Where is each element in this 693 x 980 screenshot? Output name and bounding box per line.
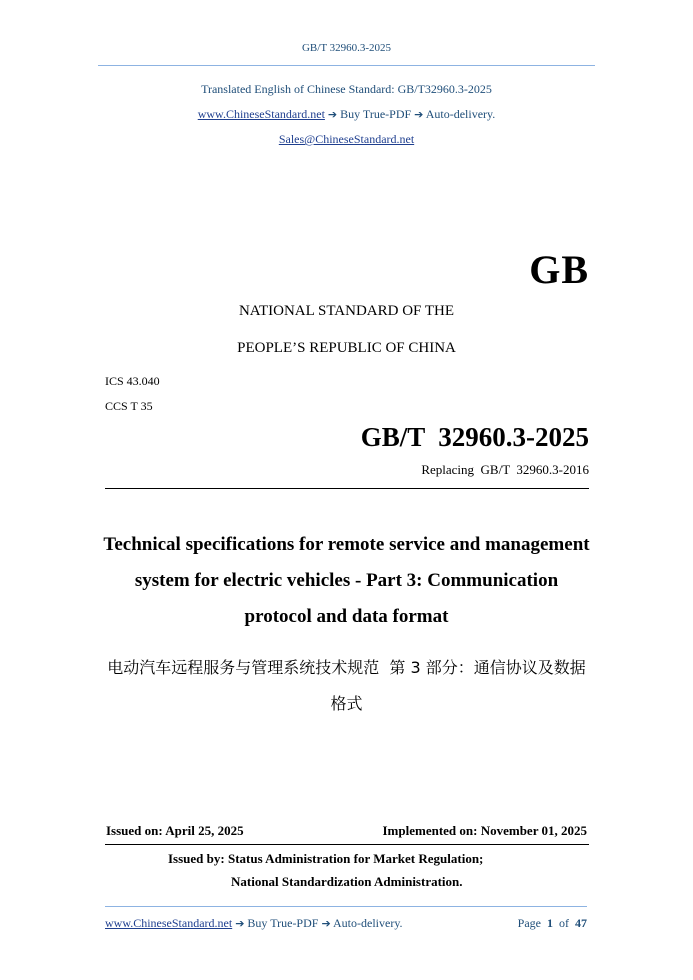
header-rule: [98, 65, 595, 66]
chinese-title-line1: 电动汽车远程服务与管理系统技术规范 第 3 部分：通信协议及数据: [107, 658, 586, 677]
banner-purchase-line: [0, 107, 693, 122]
issued-by-line2: National Standardization Administration.: [231, 874, 463, 889]
ics-code: ICS 43.040: [105, 374, 160, 388]
footer-purchase-line: [105, 916, 403, 931]
title-line1: Technical specifications for remote service and management: [103, 534, 590, 555]
banner-buy-text: Buy True-PDF: [340, 107, 412, 121]
issued-by-line1: Issued by: Status Administration for Market Regulation;: [168, 851, 484, 866]
ccs-code: CCS T 35: [105, 399, 153, 413]
banner-translated-line: Translated English of Chinese Standard: GB/T32960.3-2025: [201, 82, 492, 96]
page-number: [518, 916, 587, 931]
footer-rule: [105, 906, 587, 907]
arrow-right-icon: ➔: [327, 108, 338, 121]
footer-site-link[interactable]: www.ChineseStandard.net: [105, 916, 233, 930]
banner-email-link[interactable]: Sales@ChineseStandard.net: [278, 132, 415, 146]
banner-email-line: [0, 132, 693, 147]
page-of: of: [559, 916, 569, 930]
implemented-on: Implemented on: November 01, 2025: [382, 823, 587, 838]
replacing-note: Replacing GB/T 32960.3-2016: [421, 462, 589, 477]
issued-on: Issued on: April 25, 2025: [106, 823, 244, 838]
page-label: Page: [517, 916, 541, 930]
page-total: 47: [575, 916, 587, 930]
header-doc-code: GB/T 32960.3-2025: [301, 42, 392, 54]
arrow-right-icon: ➔: [321, 917, 331, 930]
running-header: [0, 42, 693, 54]
banner-site-link[interactable]: www.ChineseStandard.net: [197, 107, 325, 121]
number-rule: [105, 488, 589, 489]
title-line2: system for electric vehicles - Part 3: Communication: [134, 570, 559, 591]
english-title: [40, 530, 653, 638]
title-line3: protocol and data format: [244, 606, 449, 627]
arrow-right-icon: ➔: [235, 917, 245, 930]
page-current: 1: [547, 916, 553, 930]
chinese-title-line2: 格式: [330, 694, 363, 713]
standard-number: GB/T 32960.3-2025: [360, 422, 589, 452]
gb-mark: GB: [529, 247, 589, 292]
national-standard-line2: PEOPLE’S REPUBLIC OF CHINA: [237, 340, 456, 356]
footer-delivery-text: Auto-delivery.: [333, 916, 403, 930]
arrow-right-icon: ➔: [414, 108, 424, 121]
chinese-title: [30, 656, 663, 722]
national-standard-line1: NATIONAL STANDARD OF THE: [238, 303, 455, 319]
footer-buy-text: Buy True-PDF: [247, 916, 319, 930]
issued-rule: [105, 844, 589, 845]
banner-delivery-text: Auto-delivery.: [425, 107, 496, 121]
